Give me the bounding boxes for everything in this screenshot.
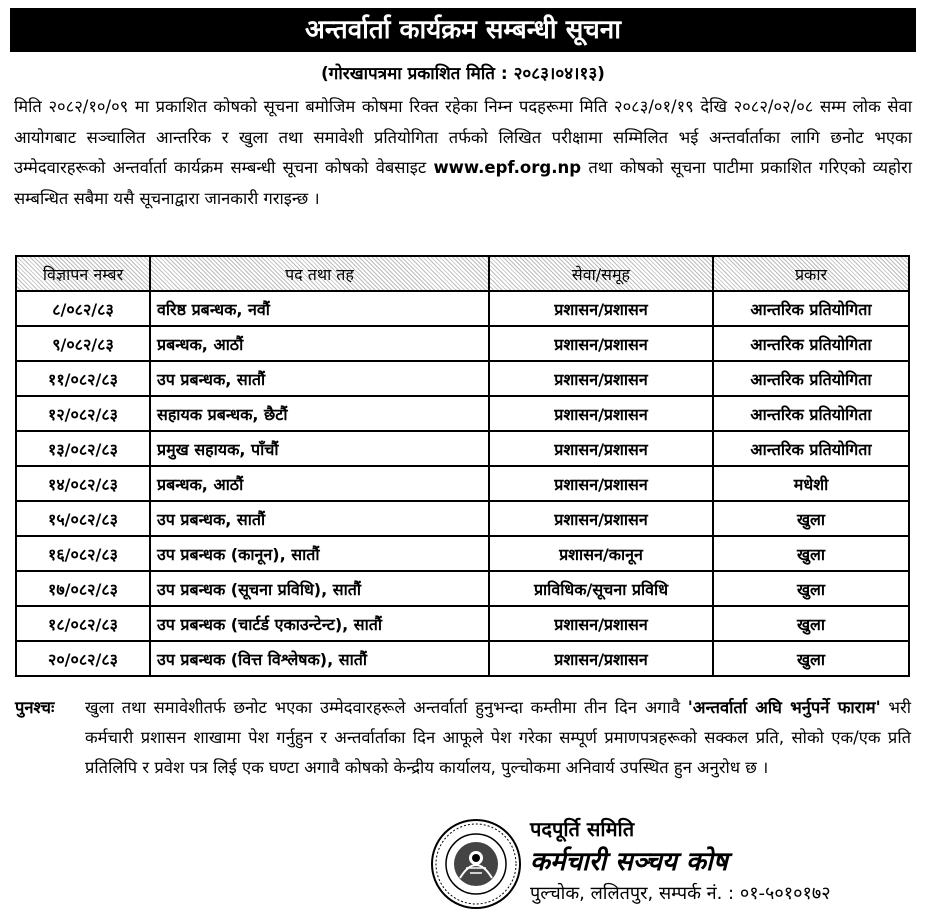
table-row	[16, 641, 909, 676]
post-level: उप प्रबन्धक (सूचना प्रविधि), सातौं	[150, 571, 489, 606]
advertisement-number: १८/०८२/८३	[16, 606, 150, 641]
table-row	[16, 606, 909, 641]
post-level: उप प्रबन्धक (चार्टर्ड एकाउन्टेन्ट), सातौं	[150, 606, 489, 641]
table-row	[16, 571, 909, 606]
service-group: प्रशासन/प्रशासन	[489, 606, 713, 641]
epf-seal-icon	[430, 818, 522, 910]
advertisement-number: १७/०८२/८३	[16, 571, 150, 606]
advertisement-number: १२/०८२/८३	[16, 396, 150, 431]
table-header-row	[16, 256, 909, 291]
header-advertisement-number: विज्ञापन नम्बर	[16, 256, 150, 291]
table-row	[16, 536, 909, 571]
service-group: प्रशासन/प्रशासन	[489, 396, 713, 431]
table-row	[16, 431, 909, 466]
organization-name: कर्मचारी सञ्चय कोष	[530, 847, 728, 877]
intro-text-before-link: मिति २०८२/१०/०९ मा प्रकाशित कोषको सूचना बमोजिम कोषमा रिक्त रहेका निम्न पदहरूमा मिति २०८३/०१/१९ देखि २०८२/०२/०८ सम्म लोक सेवा आयोगबाट सञ्चालित आन्तरिक र खुला तथा समावेशी प्रतियोगिता तर्फको लिखित परीक्षामा सम्मिलित भई अन्तर्वार्ताका लागि छनोट भएका उम्मेदवारहरूको अन्तर्वार्ता कार्यक्रम सम्बन्धी सूचना कोषको वेबसाइट	[14, 97, 912, 177]
post-level: सहायक प्रबन्धक, छैटौं	[150, 396, 489, 431]
post-level: उप प्रबन्धक (वित्त विश्लेषक), सातौं	[150, 641, 489, 676]
advertisement-number: १३/०८२/८३	[16, 431, 150, 466]
post-level: प्रमुख सहायक, पाँचौं	[150, 431, 489, 466]
competition-type: खुला	[713, 536, 909, 571]
postscript-label: पुनश्चः	[15, 698, 55, 717]
publication-date: (गोरखापत्रमा प्रकाशित मिति : २०८३।०४।१३)	[321, 64, 605, 84]
advertisement-number: १५/०८२/८३	[16, 501, 150, 536]
post-level: प्रबन्धक, आठौं	[150, 466, 489, 501]
advertisement-number: ९/०८२/८३	[16, 326, 150, 361]
advertisement-number: १४/०८२/८३	[16, 466, 150, 501]
competition-type: आन्तरिक प्रतियोगिता	[713, 361, 909, 396]
notice-title: अन्तर्वार्ता कार्यक्रम सम्बन्धी सूचना	[10, 8, 916, 52]
service-group: प्रशासन/प्रशासन	[489, 361, 713, 396]
service-group: प्रशासन/प्रशासन	[489, 326, 713, 361]
intro-text-after-link: तथा कोषको सूचना पाटीमा प्रकाशित गरिएको व्यहोरा सम्बन्धित सबैमा यसै सूचनाद्वारा जानकारी गराइन्छ ।	[14, 158, 912, 208]
competition-type: आन्तरिक प्रतियोगिता	[713, 326, 909, 361]
post-level: प्रबन्धक, आठौं	[150, 326, 489, 361]
advertisement-number: १६/०८२/८३	[16, 536, 150, 571]
committee-name: पदपूर्ति समिति	[530, 817, 635, 841]
postscript-text	[85, 693, 911, 783]
table-row	[16, 326, 909, 361]
competition-type: आन्तरिक प्रतियोगिता	[713, 291, 909, 326]
postscript-text-after-form: भरी कर्मचारी प्रशासन शाखामा पेश गर्नुहुन र अन्तर्वार्ताका दिन आफूले पेश गरेका सम्पूर्ण प्रमाणपत्रहरूको सक्कल प्रति, सोको एक/एक प्रति प्रतिलिपि र प्रवेश पत्र लिई एक घण्टा अगावै कोषको केन्द्रीय कार्यालय, पुल्चोकमा अनिवार्य उपस्थित हुन अनुरोध छ ।	[85, 698, 912, 777]
post-level: उप प्रबन्धक, सातौं	[150, 361, 489, 396]
competition-type: खुला	[713, 501, 909, 536]
service-group: प्रशासन/प्रशासन	[489, 431, 713, 466]
post-level: वरिष्ठ प्रबन्धक, नवौं	[150, 291, 489, 326]
table-row	[16, 396, 909, 431]
organization-address: पुल्चोक, ललितपुर, सम्पर्क नं. : ०१-५०१०१७२	[530, 883, 831, 904]
service-group: प्रशासन/प्रशासन	[489, 641, 713, 676]
advertisement-number: ८/०८२/८३	[16, 291, 150, 326]
website-link[interactable]: www.epf.org.np	[433, 158, 582, 177]
competition-type: खुला	[713, 606, 909, 641]
postscript-text-before-form: खुला तथा समावेशीतर्फ छनोट भएका उम्मेदवारहरूले अन्तर्वार्ता हुनुभन्दा कम्तीमा तीन दिन अगावै	[85, 698, 681, 717]
table-row	[16, 291, 909, 326]
competition-type: आन्तरिक प्रतियोगिता	[713, 431, 909, 466]
table-row	[16, 361, 909, 396]
service-group: प्रशासन/प्रशासन	[489, 466, 713, 501]
table-row	[16, 466, 909, 501]
advertisement-number: ११/०८२/८३	[16, 361, 150, 396]
service-group: प्रशासन/प्रशासन	[489, 291, 713, 326]
competition-type: खुला	[713, 641, 909, 676]
competition-type: मधेशी	[713, 466, 909, 501]
advertisement-number: २०/०८२/८३	[16, 641, 150, 676]
header-service-group: सेवा/समूह	[489, 256, 713, 291]
header-type: प्रकार	[713, 256, 909, 291]
service-group: प्राविधिक/सूचना प्रविधि	[489, 571, 713, 606]
service-group: प्रशासन/प्रशासन	[489, 501, 713, 536]
form-name: 'अन्तर्वार्ता अघि भर्नुपर्ने फाराम'	[687, 698, 881, 717]
intro-paragraph	[14, 92, 912, 214]
competition-type: खुला	[713, 571, 909, 606]
service-group: प्रशासन/कानून	[489, 536, 713, 571]
post-level: उप प्रबन्धक, सातौं	[150, 501, 489, 536]
table-row	[16, 501, 909, 536]
competition-type: आन्तरिक प्रतियोगिता	[713, 396, 909, 431]
posts-table	[15, 255, 910, 677]
post-level: उप प्रबन्धक (कानून), सातौं	[150, 536, 489, 571]
header-post-level: पद तथा तह	[150, 256, 489, 291]
